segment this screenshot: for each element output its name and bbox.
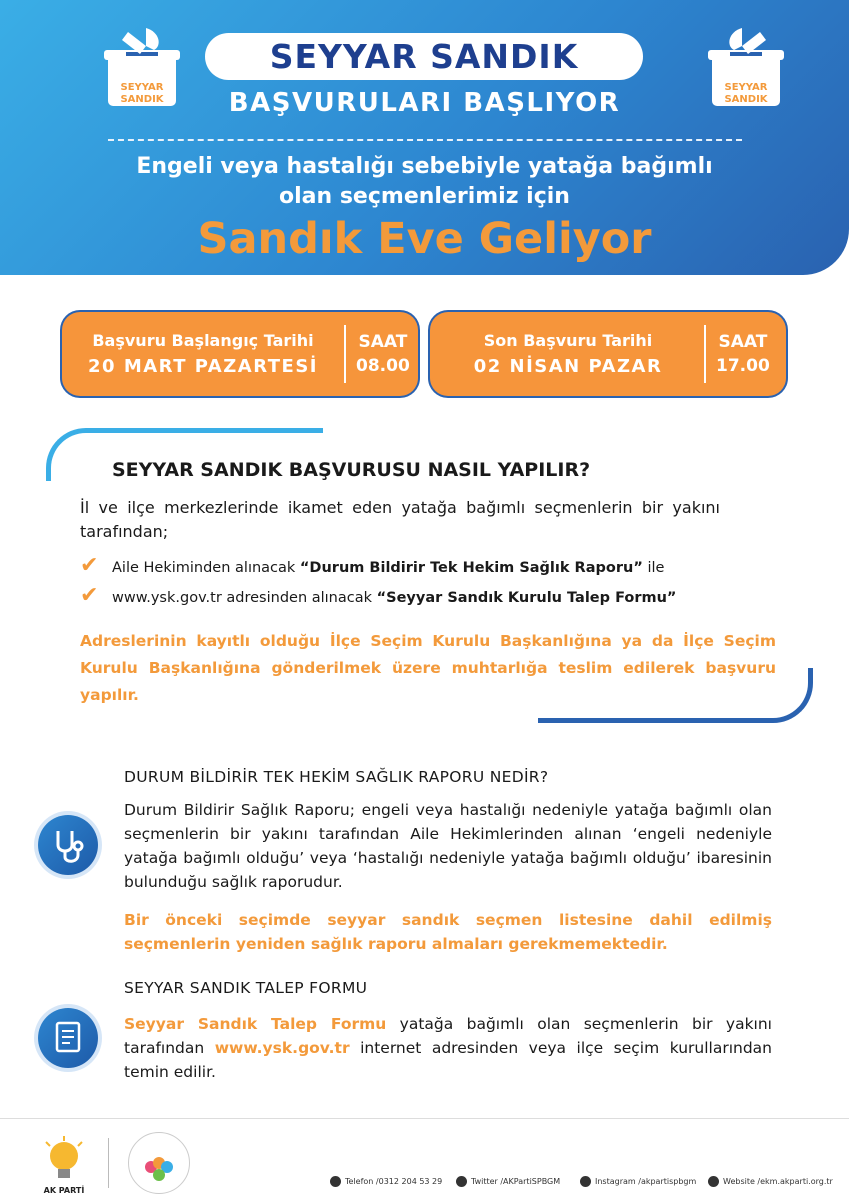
footer-instagram[interactable] — [580, 1176, 696, 1187]
lead-line-1: Engeli veya hastalığı sebebiyle yatağa bağımlı — [136, 154, 713, 179]
footer-phone — [330, 1176, 442, 1187]
form-lead: Seyyar Sandık Talep Formu — [124, 1015, 387, 1033]
date-separator — [704, 325, 706, 383]
twitter-text: Twitter /AKPartiSPBGM — [471, 1177, 561, 1186]
end-time-label: SAAT — [718, 332, 768, 352]
footer-divider — [0, 1118, 849, 1119]
end-date-label: Son Başvuru Tarihi — [483, 331, 653, 350]
item-1-bold: “Durum Bildirir Tek Hekim Sağlık Raporu” — [299, 560, 643, 576]
start-time-label: SAAT — [358, 332, 408, 352]
page-title: SEYYAR SANDIK — [205, 33, 643, 80]
header-banner — [0, 0, 849, 275]
phone-icon — [330, 1176, 341, 1187]
how-to-item-1 — [112, 556, 772, 580]
footer-twitter[interactable] — [456, 1176, 560, 1187]
divider — [108, 139, 742, 141]
report-note: Bir önceki seçimde seyyar sandık seçmen listesine dahil edilmiş seçmenlerin yeniden sağlık raporu almaları gerekmemektedir. — [124, 911, 772, 953]
start-time-value: 08.00 — [356, 356, 410, 376]
lead-line-2: olan seçmenlerimiz için — [279, 184, 570, 209]
form-text-1: yatağa bağımlı olan seçmenlerin bir yakını tarafından — [124, 1015, 772, 1057]
how-to-note: Adreslerinin kayıtlı olduğu İlçe Seçim Kurulu Başkanlığına ya da İlçe Seçim Kurulu Başkanlığına gönderilmek üzere muhtarlığa teslim edilerek başvuru yapılır. — [80, 632, 776, 704]
phone-text: Telefon /0312 204 53 29 — [345, 1177, 443, 1186]
left-badge-label: SEYYAR SANDIK — [120, 82, 164, 105]
right-badge-label: SEYYAR SANDIK — [724, 82, 768, 105]
social-policies-logo — [128, 1132, 190, 1194]
item-1-pre: Aile Hekiminden alınacak — [112, 560, 300, 576]
start-date-box — [64, 314, 416, 394]
form-title: SEYYAR SANDIK TALEP FORMU — [124, 979, 368, 997]
end-time — [716, 330, 770, 378]
document-icon — [38, 1008, 98, 1068]
start-date-label: Başvuru Başlangıç Tarihi — [92, 331, 314, 350]
footer-separator — [108, 1138, 109, 1188]
how-to-intro: İl ve ilçe merkezlerinde ikamet eden yatağa bağımlı seçmenlerin bir yakını tarafından; — [80, 498, 720, 541]
footer-website[interactable] — [708, 1176, 833, 1187]
end-date-box — [432, 314, 784, 394]
date-separator — [344, 325, 346, 383]
how-to-title: SEYYAR SANDIK BAŞVURUSU NASIL YAPILIR? — [112, 459, 591, 481]
start-date-value: 20 MART PAZARTESİ — [88, 356, 318, 377]
how-to-item-2 — [112, 586, 772, 610]
item-1-post: ile — [642, 560, 665, 576]
stethoscope-icon — [38, 815, 98, 875]
form-text-2: internet adresinden veya ilçe seçim kurullarından temin edilir. — [124, 1039, 772, 1081]
instagram-text: Instagram /akpartispbgm — [595, 1177, 697, 1186]
form-body — [124, 1012, 772, 1084]
end-date-text — [432, 328, 694, 380]
headline: Sandık Eve Geliyor — [197, 214, 652, 264]
item-2-pre: www.ysk.gov.tr adresinden alınacak — [112, 590, 377, 606]
end-date-value: 02 NİSAN PAZAR — [473, 356, 663, 377]
party-name: AK PARTİ — [43, 1186, 85, 1195]
globe-icon — [708, 1176, 719, 1187]
twitter-icon — [456, 1176, 467, 1187]
end-time-value: 17.00 — [716, 356, 770, 376]
instagram-icon — [580, 1176, 591, 1187]
website-text: Website /ekm.akparti.org.tr — [723, 1177, 833, 1186]
page-subtitle: BAŞVURULARI BAŞLIYOR — [228, 88, 621, 118]
report-title: DURUM BİLDİRİR TEK HEKİM SAĞLIK RAPORU NEDİR? — [124, 768, 549, 786]
ysk-link[interactable]: www.ysk.gov.tr — [214, 1039, 350, 1057]
check-icon: ✔ — [80, 553, 99, 578]
start-date-text — [64, 328, 334, 380]
ak-parti-logo — [38, 1136, 90, 1195]
report-body: Durum Bildirir Sağlık Raporu; engeli veya hastalığı nedeniyle yatağa bağımlı olan seçmenlerin bir yakını tarafından Aile Hekimlerinden alınan ‘engeli nedeniyle yatağa bağımlı olduğu’ veya ‘hastalığı nedeniyle yatağa bağımlı olduğu’ ibaresinin bulunduğu sağlık raporudur. — [124, 801, 772, 891]
item-2-bold: “Seyyar Sandık Kurulu Talep Formu” — [376, 590, 677, 606]
lightbulb-icon — [38, 1136, 90, 1182]
start-time — [356, 330, 410, 378]
lead-text — [80, 152, 769, 212]
check-icon: ✔ — [80, 583, 99, 608]
